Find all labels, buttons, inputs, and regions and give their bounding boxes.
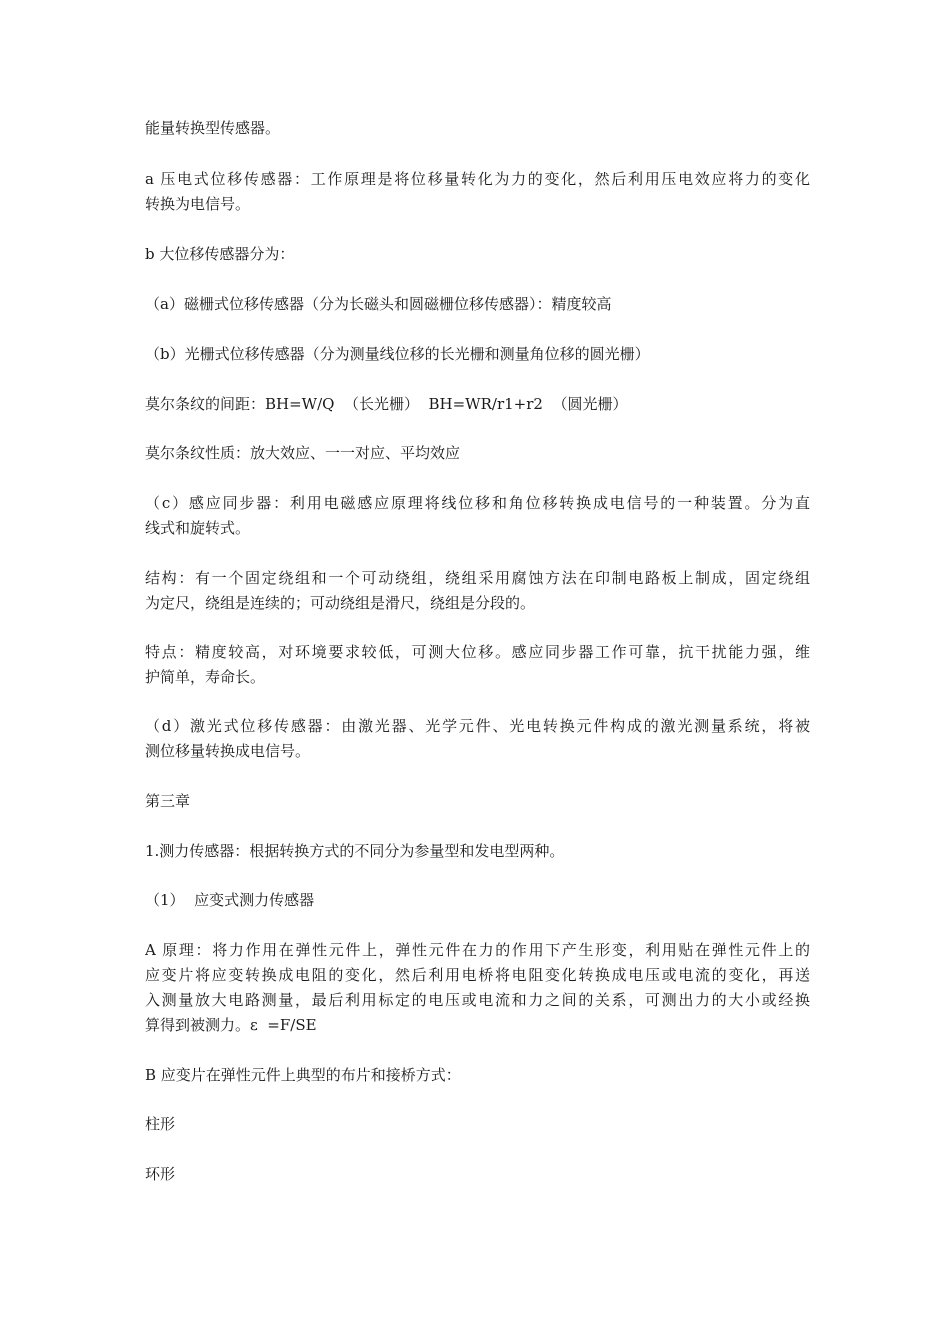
- paragraph: [145, 714, 810, 764]
- paragraph: [145, 167, 810, 217]
- text-line: （c）感应同步器：利用电磁感应原理将线位移和角位移转换成电信号的一种装置。分为直: [145, 494, 810, 512]
- text-line: 为定尺，绕组是连续的；可动绕组是滑尺，绕组是分段的。: [145, 594, 536, 612]
- paragraph: [145, 242, 810, 267]
- text-line: A 原理：将力作用在弹性元件上，弹性元件在力的作用下产生形变，利用贴在弹性元件上的: [145, 941, 810, 959]
- text-line: b 大位移传感器分为：: [145, 245, 295, 263]
- text-line: 1.测力传感器：根据转换方式的不同分为参量型和发电型两种。: [145, 842, 565, 860]
- text-line: 第三章: [145, 792, 191, 810]
- paragraph: [145, 888, 810, 913]
- text-line: B 应变片在弹性元件上典型的布片和接桥方式：: [145, 1066, 461, 1084]
- text-line: 入测量放大电路测量，最后利用标定的电压或电流和力之间的关系，可测出力的大小或经换: [145, 991, 810, 1009]
- text-line: 算得到被测力。ε =F/SE: [145, 1016, 317, 1034]
- paragraph: [145, 292, 810, 317]
- paragraph: [145, 1162, 810, 1187]
- text-line: 转换为电信号。: [145, 195, 251, 213]
- paragraph: [145, 342, 810, 367]
- paragraph: [145, 839, 810, 864]
- text-line: 能量转换型传感器。: [145, 119, 281, 137]
- text-line: 应变片将应变转换成电阻的变化，然后利用电桥将电阻变化转换成电压或电流的变化，再送: [145, 966, 810, 984]
- text-line: 特点：精度较高，对环境要求较低，可测大位移。感应同步器工作可靠，抗干扰能力强，维: [145, 643, 810, 661]
- text-line: 莫尔条纹的间距：BH=W/Q （长光栅） BH=WR/r1+r2 （圆光栅）: [145, 395, 628, 413]
- text-line: （b）光栅式位移传感器（分为测量线位移的长光栅和测量角位移的圆光栅）: [145, 345, 650, 363]
- text-line: 环形: [145, 1165, 176, 1183]
- text-line: 结构：有一个固定绕组和一个可动绕组，绕组采用腐蚀方法在印制电路板上制成，固定绕组: [145, 569, 810, 587]
- paragraph: [145, 1112, 810, 1137]
- text-line: （d）激光式位移传感器：由激光器、光学元件、光电转换元件构成的激光测量系统，将被: [145, 717, 810, 735]
- text-line: 莫尔条纹性质：放大效应、一一对应、平均效应: [145, 444, 461, 462]
- paragraph: [145, 116, 810, 141]
- text-line: （a）磁栅式位移传感器（分为长磁头和圆磁栅位移传感器）：精度较高: [145, 295, 612, 313]
- text-line: a 压电式位移传感器：工作原理是将位移量转化为力的变化，然后利用压电效应将力的变化: [145, 170, 810, 188]
- text-line: 线式和旋转式。: [145, 519, 251, 537]
- paragraph: [145, 392, 810, 417]
- paragraph: [145, 938, 810, 1038]
- text-line: 柱形: [145, 1115, 176, 1133]
- paragraph: [145, 491, 810, 541]
- paragraph: [145, 566, 810, 616]
- paragraph: [145, 1063, 810, 1088]
- chapter-heading: [145, 789, 810, 814]
- text-line: 护简单，寿命长。: [145, 668, 266, 686]
- text-line: （1） 应变式测力传感器: [145, 891, 315, 909]
- paragraph: [145, 640, 810, 690]
- paragraph: [145, 441, 810, 466]
- text-line: 测位移量转换成电信号。: [145, 742, 311, 760]
